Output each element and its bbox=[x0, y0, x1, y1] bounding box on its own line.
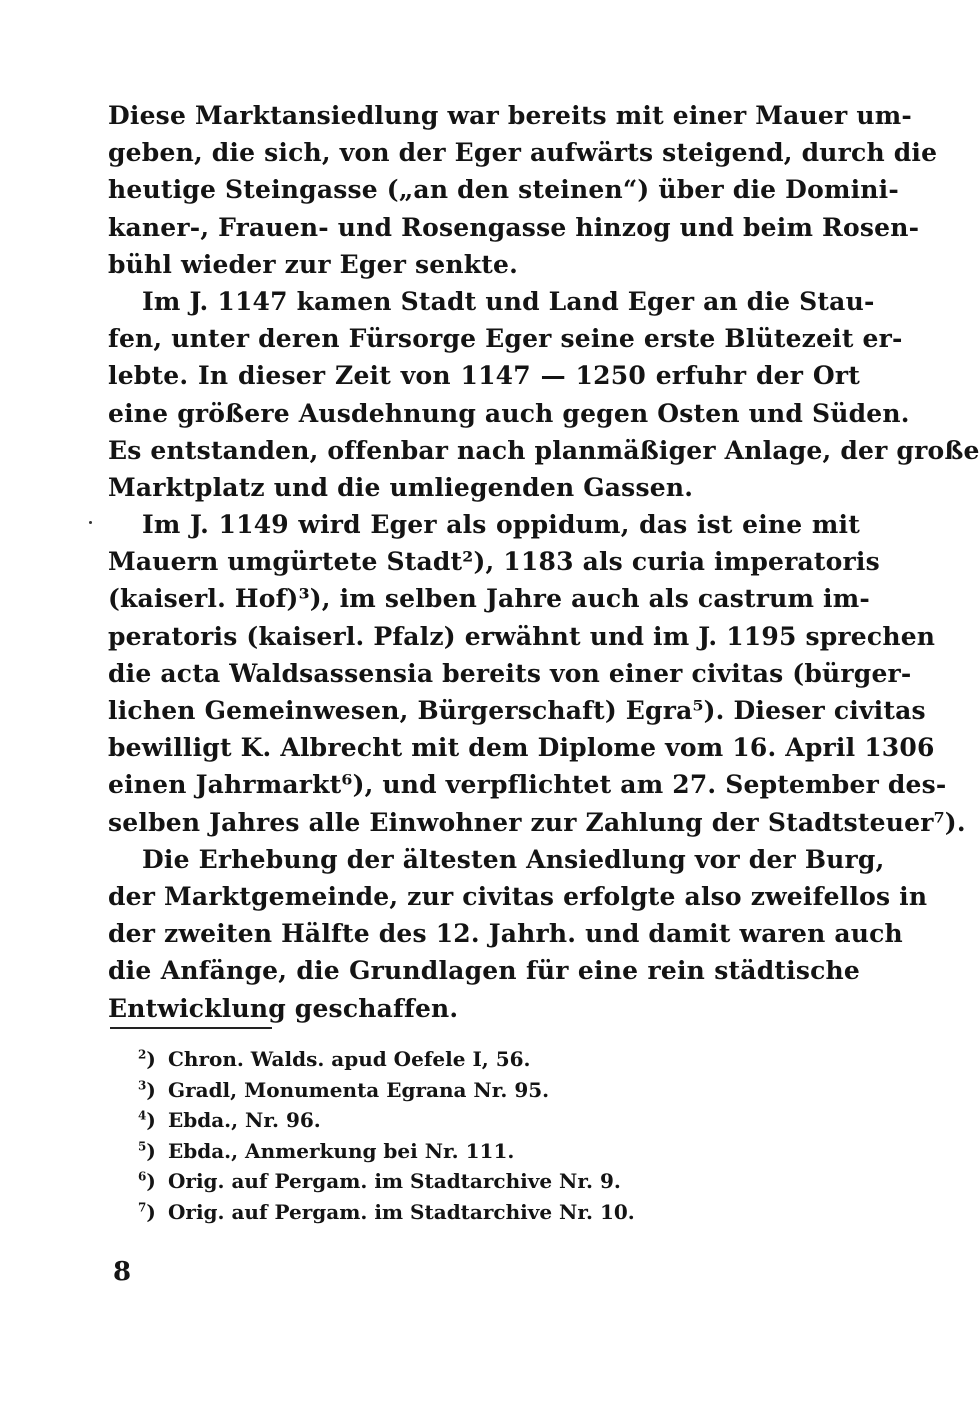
text-line: Mauern umgürtete Stadt²), 1183 als curia imperatoris bbox=[108, 547, 880, 577]
footnote bbox=[138, 1075, 738, 1106]
text-line: Entwicklung geschaffen. bbox=[108, 993, 459, 1023]
text-line: lebte. In dieser Zeit von 1147 — 1250 erfuhr der Ort bbox=[108, 361, 860, 391]
footnote-text: Gradl, Monumenta Egrana Nr. 95. bbox=[168, 1077, 550, 1102]
text-line: Diese Marktansiedlung war bereits mit einer Mauer um- bbox=[108, 101, 912, 130]
footnote-mark: $^6$) bbox=[138, 1169, 156, 1193]
footnote-mark: $^7$) bbox=[138, 1199, 156, 1224]
text-line: die Anfänge, die Grundlagen für eine rein städtische bbox=[108, 956, 860, 986]
footnote bbox=[138, 1136, 738, 1167]
footnote-text: Ebda., Anmerkung bei Nr. 111. bbox=[168, 1138, 515, 1163]
footnote-text: Chron. Walds. apud Oefele I, 56. bbox=[168, 1047, 531, 1071]
text-line: geben, die sich, von der Eger aufwärts steigend, durch die bbox=[108, 138, 938, 168]
text-line: peratoris (kaiserl. Pfalz) erwähnt und im J. 1195 sprechen bbox=[108, 621, 936, 651]
page-number: 8 bbox=[113, 1257, 132, 1287]
text-line: der Marktgemeinde, zur civitas erfolgte also zweifellos in bbox=[108, 881, 928, 911]
footnote bbox=[138, 1105, 738, 1136]
text-line: Die Erhebung der ältesten Ansiedlung vor der Burg, bbox=[142, 844, 885, 874]
body-text bbox=[108, 97, 980, 1027]
footnote-mark: $^4$) bbox=[138, 1108, 156, 1132]
text-line: Im J. 1149 wird Eger als oppidum, das ist eine mit bbox=[142, 510, 860, 540]
text-line: die acta Waldsassensia bereits von einer civitas (bürger- bbox=[108, 658, 912, 688]
footnote bbox=[138, 1044, 738, 1075]
text-line: Marktplatz und die umliegenden Gassen. bbox=[108, 472, 694, 502]
footnote-mark: $^2$) bbox=[138, 1047, 156, 1071]
footnotes bbox=[138, 1044, 738, 1227]
text-line: Im J. 1147 kamen Stadt und Land Eger an die Stau- bbox=[142, 286, 875, 316]
text-line: eine größere Ausdehnung auch gegen Osten und Süden. bbox=[108, 398, 910, 428]
footnote bbox=[138, 1197, 738, 1228]
footnote-text: Ebda., Nr. 96. bbox=[168, 1108, 321, 1132]
footnote-text: Orig. auf Pergam. im Stadtarchive Nr. 9. bbox=[168, 1169, 621, 1193]
text-line: bühl wieder zur Eger senkte. bbox=[108, 249, 519, 279]
footnote-mark: $^5$) bbox=[138, 1138, 156, 1163]
text-line: heutige Steingasse („an den steinen“) über die Domini- bbox=[108, 175, 899, 205]
text-line: bewilligt K. Albrecht mit dem Diplome vom 16. April 1306 bbox=[108, 733, 935, 763]
text-line: fen, unter deren Fürsorge Eger seine erste Blütezeit er- bbox=[108, 324, 903, 354]
text-line: lichen Gemeinwesen, Bürgerschaft) Egra⁵). Dieser civitas bbox=[108, 696, 926, 725]
footnote bbox=[138, 1166, 738, 1197]
print-speck bbox=[89, 521, 92, 524]
text-line: selben Jahres alle Einwohner zur Zahlung der Stadtsteuer⁷). bbox=[108, 807, 966, 837]
footnote-rule bbox=[110, 1027, 272, 1029]
text-line: (kaiserl. Hof)³), im selben Jahre auch als castrum im- bbox=[108, 584, 870, 614]
text-line: Es entstanden, offenbar nach planmäßiger Anlage, der große bbox=[108, 435, 980, 465]
footnote-mark: $^3$) bbox=[138, 1077, 156, 1102]
text-line: der zweiten Hälfte des 12. Jahrh. und damit waren auch bbox=[108, 919, 903, 949]
text-line: kaner-, Frauen- und Rosengasse hinzog und beim Rosen- bbox=[108, 212, 920, 242]
footnote-text: Orig. auf Pergam. im Stadtarchive Nr. 10. bbox=[168, 1199, 635, 1224]
text-line: einen Jahrmarkt⁶), und verpflichtet am 27. September des- bbox=[108, 770, 947, 800]
